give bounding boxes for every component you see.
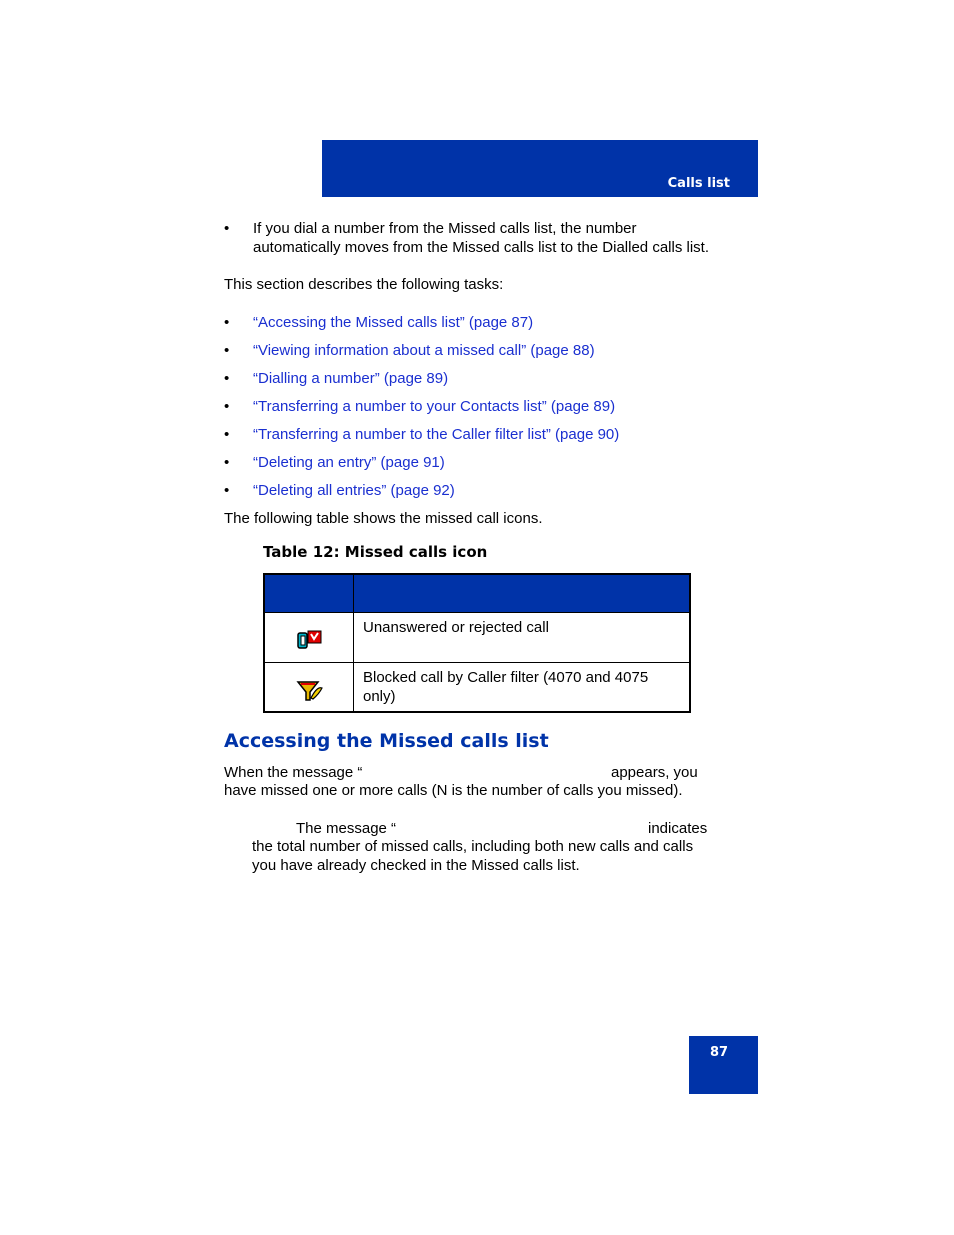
note-line3: you have already checked in the Missed calls list. (252, 857, 580, 874)
bullet-dot: • (224, 398, 230, 415)
header-band (322, 140, 758, 197)
table-header-row (265, 575, 689, 612)
row-divider (265, 662, 689, 663)
row-divider (265, 612, 689, 613)
section-heading: Accessing the Missed calls list (224, 730, 549, 752)
bullet-dot: • (224, 482, 230, 499)
description-line: only) (363, 688, 396, 705)
bullet-dot: • (224, 454, 230, 471)
task-link-delete-all[interactable]: “Deleting all entries” (page 92) (253, 482, 455, 499)
table-cell-description (363, 668, 678, 706)
note-end: indicates (648, 820, 708, 837)
task-link-dialling[interactable]: “Dialling a number” (page 89) (253, 370, 449, 387)
description-line: Blocked call by Caller filter (4070 and 4075 (363, 669, 649, 686)
task-link-transfer-contacts[interactable]: “Transferring a number to your Contacts list” (page 89) (253, 398, 616, 415)
task-link-viewing[interactable]: “Viewing information about a missed call” (page 88) (253, 342, 595, 359)
task-link-accessing[interactable]: “Accessing the Missed calls list” (page 87) (253, 314, 534, 331)
para1-start: When the message “ (224, 764, 363, 781)
missed-calls-table (263, 573, 691, 713)
unanswered-call-icon (295, 627, 325, 651)
bullet-dot: • (224, 426, 230, 443)
task-link-transfer-filter[interactable]: “Transferring a number to the Caller filter list” (page 90) (253, 426, 620, 443)
bullet-dot: • (224, 220, 230, 237)
bullet-dot: • (224, 342, 230, 359)
page-number-box (689, 1036, 758, 1094)
page-number: 87 (710, 1045, 729, 1060)
intro-bullet-line2: automatically moves from the Missed calls list to the Dialled calls list. (253, 239, 709, 256)
table-intro: The following table shows the missed call icons. (224, 510, 543, 527)
note-start: The message “ (296, 820, 397, 837)
bullet-dot: • (224, 370, 230, 387)
header-title: Calls list (667, 176, 730, 191)
para1-end: appears, you (611, 764, 698, 781)
section-description: This section describes the following tasks: (224, 276, 504, 293)
intro-bullet-line1: If you dial a number from the Missed calls list, the number (253, 220, 637, 237)
blocked-call-icon (295, 678, 325, 702)
column-divider (353, 575, 354, 711)
table-cell-description: Unanswered or rejected call (363, 619, 549, 636)
bullet-dot: • (224, 314, 230, 331)
task-link-delete-entry[interactable]: “Deleting an entry” (page 91) (253, 454, 445, 471)
table-caption: Table 12: Missed calls icon (263, 543, 488, 561)
note-line2: the total number of missed calls, including both new calls and calls (252, 838, 694, 855)
para1-line2: have missed one or more calls (N is the number of calls you missed). (224, 782, 683, 799)
